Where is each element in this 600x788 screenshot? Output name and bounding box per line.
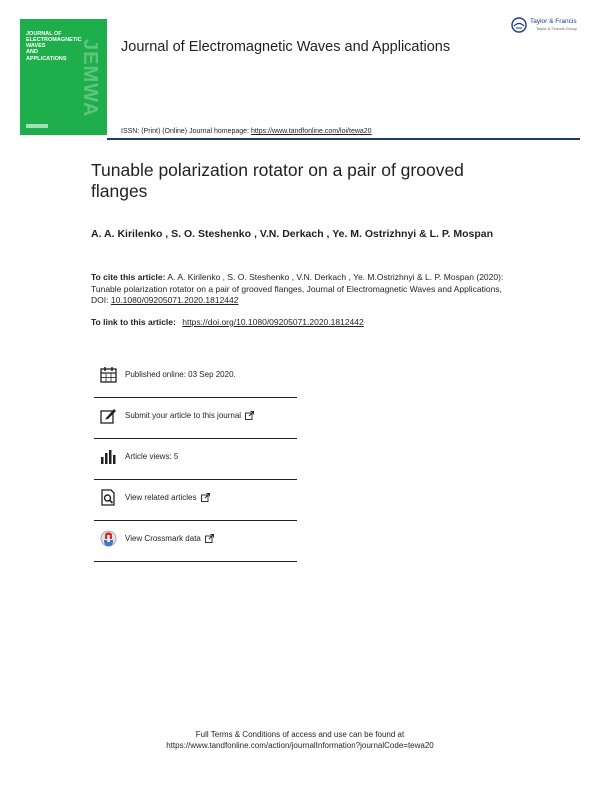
related-articles-row[interactable]: [94, 479, 297, 520]
article-title: Tunable polarization rotator on a pair of grooved flanges: [91, 160, 464, 201]
publisher-logo-icon: [511, 17, 527, 33]
citation: [91, 272, 506, 307]
crossmark-label: View Crossmark data: [125, 534, 201, 543]
cover-title-line: AND: [26, 49, 38, 55]
journal-title: Journal of Electromagnetic Waves and Applications: [121, 39, 451, 55]
external-link-icon: [201, 493, 210, 502]
footer-terms-link[interactable]: https://www.tandfonline.com/action/journalInformation?journalCode=tewa20: [166, 741, 434, 750]
journal-cover[interactable]: [20, 19, 107, 135]
issn-line: [121, 128, 372, 135]
submit-article-row[interactable]: [94, 397, 297, 438]
citation-label: To cite this article:: [91, 272, 166, 282]
cover-watermark: JEMWA: [79, 39, 101, 118]
cover-title-line: WAVES: [26, 43, 46, 49]
citation-text: A. A. Kirilenko , S. O. Steshenko , V.N. Derkach , Ye. M.Ostrizhnyi & L. P. Mospan (2020): Tunable polarization rotator on a pair of grooved flanges, Journal of Electromagnetic Waves and Applications, DOI:: [91, 272, 504, 305]
related-articles-link[interactable]: [125, 493, 210, 502]
crossmark-link[interactable]: [125, 534, 214, 543]
article-views-label: Article views: 5: [125, 452, 179, 461]
article-views-row: [94, 438, 297, 479]
published-online-label: Published online: 03 Sep 2020.: [125, 370, 236, 379]
header-divider: [107, 138, 580, 140]
cover-title-line: JOURNAL OF: [26, 31, 62, 37]
publisher-logo[interactable]: [511, 15, 581, 37]
article-doi-link[interactable]: https://doi.org/10.1080/09205071.2020.1812442: [182, 317, 364, 327]
cover-publisher-mark: [26, 124, 48, 128]
cover-title-line: APPLICATIONS: [26, 56, 67, 62]
doi-link[interactable]: 10.1080/09205071.2020.1812442: [110, 295, 239, 305]
article-authors: A. A. Kirilenko , S. O. Steshenko , V.N. Derkach , Ye. M. Ostrizhnyi & L. P. Mospan: [91, 228, 494, 240]
external-link-icon: [245, 411, 254, 420]
crossmark-row[interactable]: [94, 520, 297, 561]
calendar-icon: [100, 366, 117, 383]
document-search-icon: [100, 489, 117, 506]
footer-terms-text: Full Terms & Conditions of access and use can be found at: [195, 730, 405, 739]
submit-article-label: Submit your article to this journal: [125, 411, 242, 420]
related-articles-label: View related articles: [125, 493, 197, 502]
publisher-tagline: Taylor & Francis Group: [536, 26, 577, 31]
crossmark-icon: [100, 530, 117, 547]
issn-label: ISSN: (Print) (Online) Journal homepage:: [121, 128, 249, 135]
article-link-label: To link to this article:: [91, 317, 176, 327]
journal-homepage-link[interactable]: https://www.tandfonline.com/loi/tewa20: [250, 128, 372, 135]
external-link-icon: [205, 534, 214, 543]
bar-chart-icon: [100, 448, 117, 465]
publisher-name: Taylor & Francis: [530, 18, 577, 25]
edit-icon: [100, 407, 117, 424]
article-link-line: [91, 317, 364, 327]
footer: [0, 729, 600, 751]
cover-title-line: ELECTROMAGNETIC: [26, 37, 82, 43]
row-divider: [94, 561, 297, 562]
published-online-row: [94, 356, 297, 397]
submit-article-link[interactable]: [125, 411, 254, 420]
